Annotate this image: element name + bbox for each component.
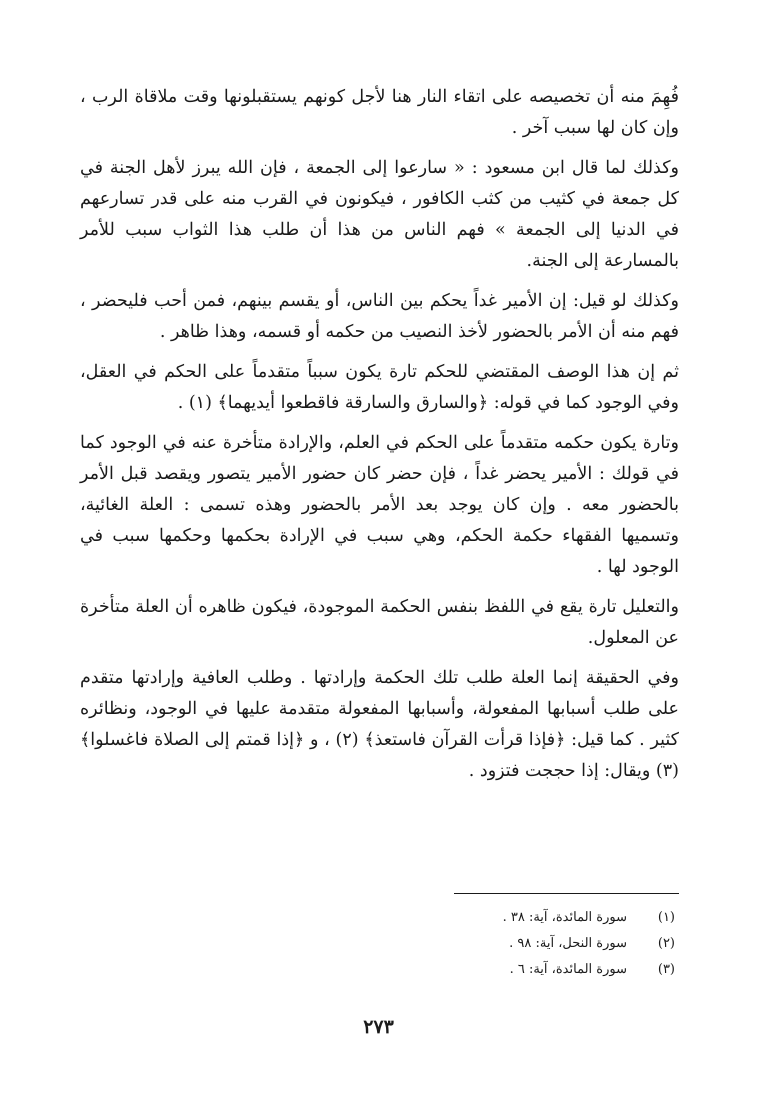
footnotes bbox=[300, 908, 675, 986]
footnote-3 bbox=[300, 960, 675, 980]
paragraph-2: وكذلك لما قال ابن مسعود : « سارعوا إلى الجمعة ، فإن الله يبرز لأهل الجنة في كل جمعة في كثيب من كثب الكافور ، فيكونون في القرب منه على قدر تسارعهم في الدنيا إلى الجمعة » فهم الناس من هذا أن طلب هذا الثواب سبب للأمر بالمسارعة إلى الجنة. bbox=[80, 158, 679, 271]
footnote-text: سورة النحل، آية: ٩٨ . bbox=[509, 936, 627, 951]
footnote-number: (١) bbox=[657, 910, 675, 925]
footnote-2 bbox=[300, 934, 675, 954]
paragraph-5: وتارة يكون حكمه متقدماً على الحكم في العلم، والإرادة متأخرة عنه في الوجود كما في قولك : الأمير يحضر غداً ، فإن حضر كان حضور الأمير يتصور ويقصد قبل الأمر بالحضور معه . وإن كان يوجد بعد الأمر بالحضور وهذه تسمى : العلة الغائية، وتسميها الفقهاء حكمة الحكم، وهي سبب في الإرادة بحكمها وحكمها سبب في الوجود لها . bbox=[80, 433, 679, 577]
footnote-number: (٢) bbox=[657, 936, 675, 951]
paragraph-7: وفي الحقيقة إنما العلة طلب تلك الحكمة وإرادتها . وطلب العافية وإرادتها متقدم على طلب أسبابها المفعولة، وأسبابها المفعولة متقدمة عليها في الوجود، ونظائره كثير . كما قيل: ﴿فإذا قرأت القرآن فاستعذ﴾ (٢) ، و ﴿إذا قمتم إلى الصلاة فاغسلوا﴾ (٣) ويقال: إذا حججت فتزود . bbox=[80, 668, 680, 781]
main-text bbox=[80, 82, 679, 787]
paragraph-1: فُهِمَ منه أن تخصيصه على اتقاء النار هنا لأجل كونهم يستقبلونها وقت ملاقاة الرب ، وإن كان لها سبب آخر . bbox=[80, 87, 679, 138]
footnote-text: سورة المائدة، آية: ٦ . bbox=[509, 962, 627, 977]
paragraph-3: وكذلك لو قيل: إن الأمير غداً يحكم بين الناس، أو يقسم بينهم، فمن أحب فليحضر ، فهم منه أن الأمر بالحضور لأخذ النصيب من حكمه أو قسمه، وهذا ظاهر . bbox=[80, 291, 679, 342]
paragraph-4: ثم إن هذا الوصف المقتضي للحكم تارة يكون سبباً متقدماً على الحكم في العقل، وفي الوجود كما في قوله: ﴿والسارق والسارقة فاقطعوا أيديهما﴾ (١) . bbox=[80, 362, 679, 413]
footnote-divider bbox=[454, 893, 679, 894]
footnote-1 bbox=[300, 908, 675, 928]
paragraph-6: والتعليل تارة يقع في اللفظ بنفس الحكمة الموجودة، فيكون ظاهره أن العلة متأخرة عن المعلول. bbox=[80, 597, 679, 648]
footnote-text: سورة المائدة، آية: ٣٨ . bbox=[502, 910, 627, 925]
page-number: ٢٧٣ bbox=[363, 1016, 394, 1038]
footnote-number: (٣) bbox=[657, 962, 675, 977]
